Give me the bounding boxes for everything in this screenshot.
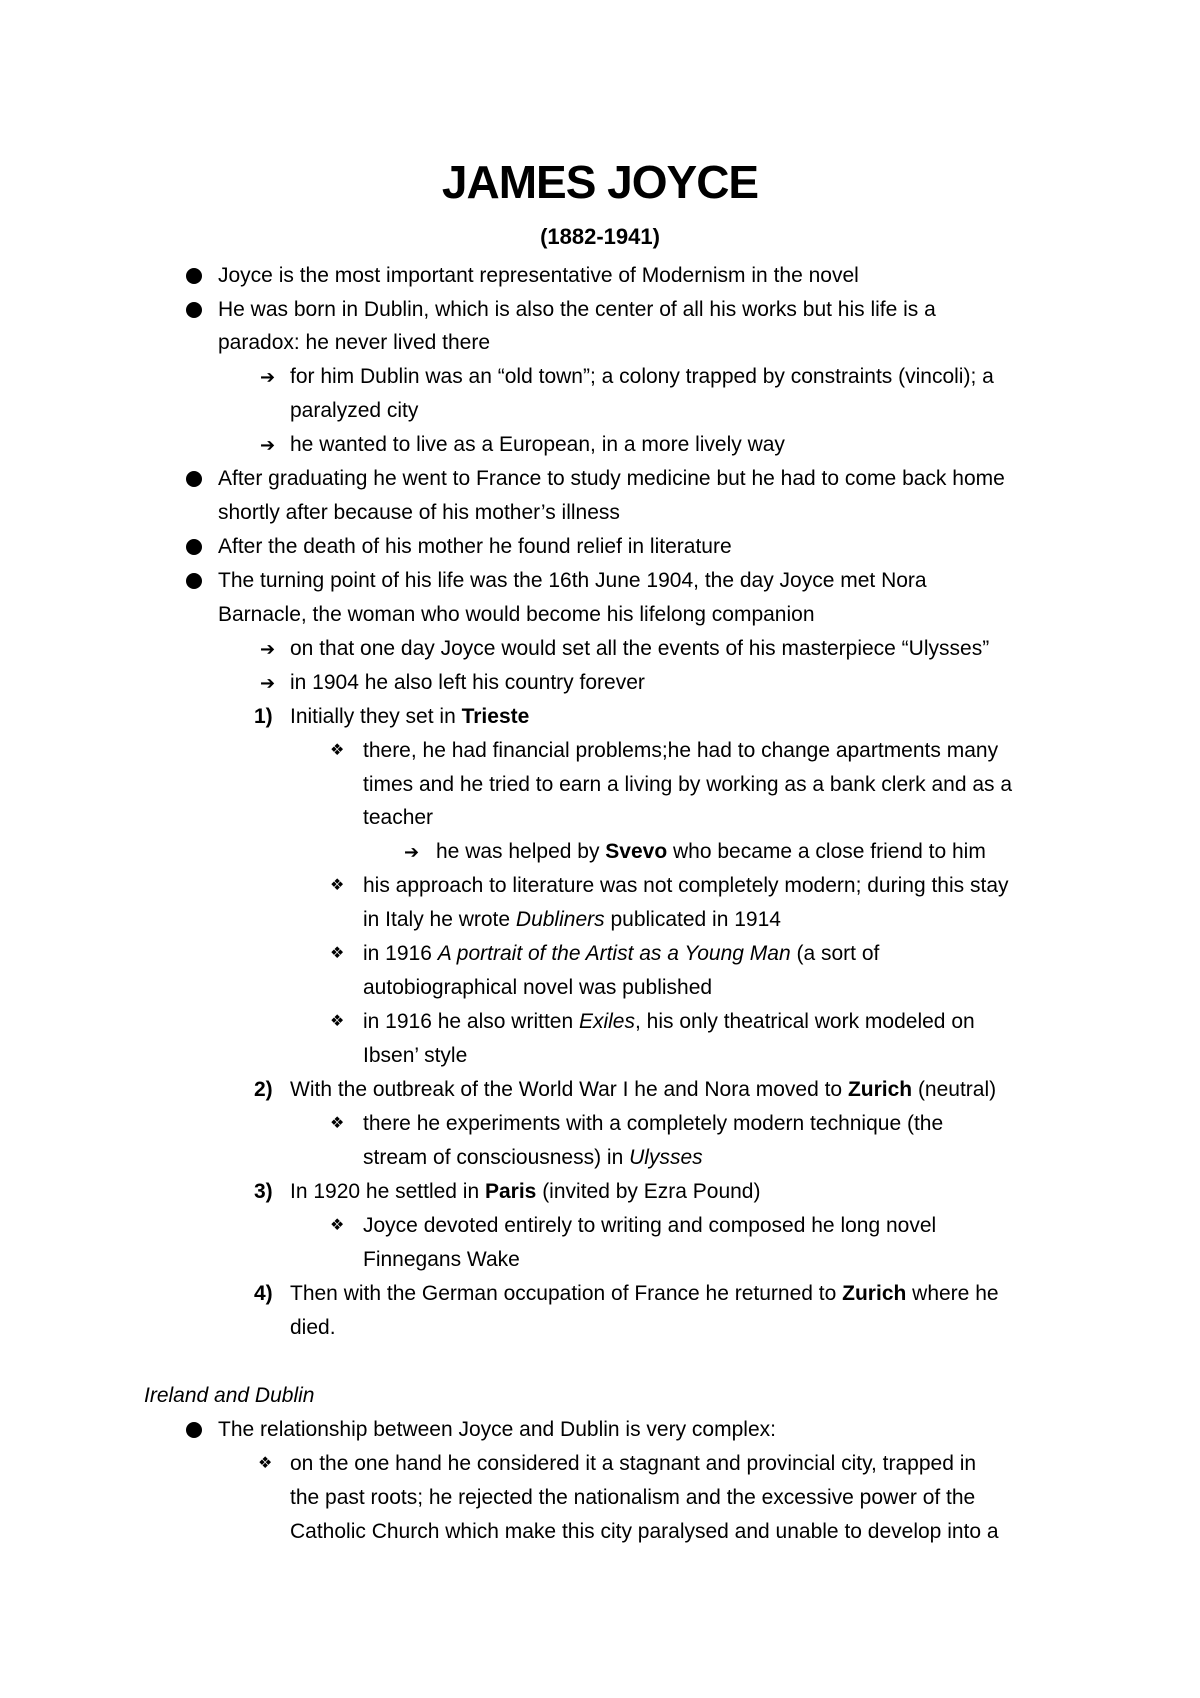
text-line: on the one hand he considered it a stagnant and provincial city, trapped in xyxy=(290,1452,977,1475)
text-line: in 1916 he also written Exiles, his only theatrical work modeled on xyxy=(363,1010,975,1033)
text-line: paradox: he never lived there xyxy=(218,331,491,354)
text-line: for him Dublin was an “old town”; a colony trapped by constraints (vincoli); a xyxy=(290,365,994,388)
text-line: In 1920 he settled in Paris (invited by Ezra Pound) xyxy=(290,1180,761,1203)
text-line: there he experiments with a completely modern technique (the xyxy=(363,1112,944,1135)
text-line: he wanted to live as a European, in a more lively way xyxy=(290,433,785,456)
text-line: shortly after because of his mother’s illness xyxy=(218,501,620,524)
text-line: times and he tried to earn a living by working as a bank clerk and as a xyxy=(363,773,1013,796)
text-line: in 1916 A portrait of the Artist as a Young Man (a sort of xyxy=(363,942,880,965)
text-line: he was helped by Svevo who became a close friend to him xyxy=(436,840,986,863)
life-dates: (1882-1941) xyxy=(540,224,660,249)
text-line: in 1904 he also left his country forever xyxy=(290,671,645,694)
text-line: He was born in Dublin, which is also the center of all his works but his life is a xyxy=(218,298,936,321)
bullet-icon xyxy=(186,471,202,487)
diamond-icon: ❖ xyxy=(330,945,345,962)
arrow-icon: ➔ xyxy=(260,435,276,455)
text-line: Then with the German occupation of France he returned to Zurich where he xyxy=(290,1282,999,1305)
bullet-icon xyxy=(186,1422,202,1438)
section-heading: Ireland and Dublin xyxy=(144,1384,315,1407)
diamond-icon: ❖ xyxy=(330,1115,345,1132)
bullet-icon xyxy=(186,573,202,589)
diamond-icon: ❖ xyxy=(330,742,345,759)
text-line: his approach to literature was not completely modern; during this stay xyxy=(363,874,1009,897)
arrow-icon: ➔ xyxy=(260,367,276,387)
bullet-icon xyxy=(186,539,202,555)
text-line: Ibsen’ style xyxy=(363,1044,468,1067)
text-line: died. xyxy=(290,1316,336,1339)
text-line: After the death of his mother he found relief in literature xyxy=(218,535,732,558)
text-line: Joyce devoted entirely to writing and composed he long novel xyxy=(363,1214,937,1237)
text-line: teacher xyxy=(363,806,434,829)
text-line: The relationship between Joyce and Dublin is very complex: xyxy=(218,1418,776,1441)
list-number: 3) xyxy=(254,1180,273,1203)
list-number: 4) xyxy=(254,1282,273,1305)
text-line: stream of consciousness) in Ulysses xyxy=(363,1146,703,1169)
text-line: there, he had financial problems;he had to change apartments many xyxy=(363,739,999,762)
text-line: The turning point of his life was the 16th June 1904, the day Joyce met Nora xyxy=(218,569,927,592)
arrow-icon: ➔ xyxy=(404,842,420,862)
arrow-icon: ➔ xyxy=(260,639,276,659)
diamond-icon: ❖ xyxy=(258,1455,273,1472)
text-line: Joyce is the most important representative of Modernism in the novel xyxy=(218,264,859,287)
bullet-icon xyxy=(186,302,202,318)
bullet-icon xyxy=(186,268,202,284)
list-number: 2) xyxy=(254,1078,273,1101)
diamond-icon: ❖ xyxy=(330,877,345,894)
list-number: 1) xyxy=(254,705,273,728)
page-title: JAMES JOYCE xyxy=(441,156,759,208)
text-line: Initially they set in Trieste xyxy=(290,705,530,728)
text-line: Barnacle, the woman who would become his lifelong companion xyxy=(218,603,815,626)
text-line: With the outbreak of the World War I he and Nora moved to Zurich (neutral) xyxy=(290,1078,997,1101)
text-line: After graduating he went to France to study medicine but he had to come back home xyxy=(218,467,1005,490)
diamond-icon: ❖ xyxy=(330,1013,345,1030)
diamond-icon: ❖ xyxy=(330,1217,345,1234)
text-line: autobiographical novel was published xyxy=(363,976,713,999)
text-line: Catholic Church which make this city paralysed and unable to develop into a xyxy=(290,1520,999,1543)
text-line: the past roots; he rejected the nationalism and the excessive power of the xyxy=(290,1486,976,1509)
text-line: in Italy he wrote Dubliners publicated in 1914 xyxy=(363,908,781,931)
text-line: Finnegans Wake xyxy=(363,1248,520,1271)
arrow-icon: ➔ xyxy=(260,673,276,693)
text-line: paralyzed city xyxy=(290,399,419,422)
text-line: on that one day Joyce would set all the events of his masterpiece “Ulysses” xyxy=(290,637,990,660)
